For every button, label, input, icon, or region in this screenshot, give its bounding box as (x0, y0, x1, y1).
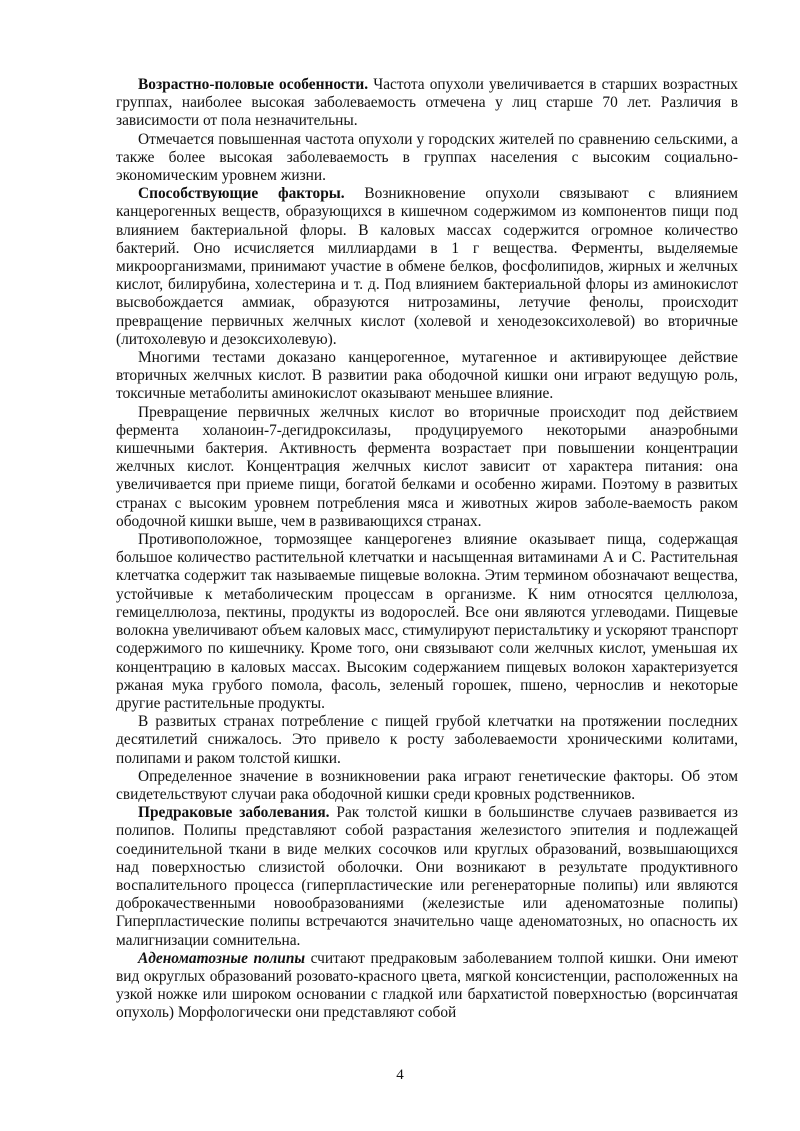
paragraph-precancerous (116, 804, 738, 950)
paragraph-text: Превращение первичных желчных кислот во вторичные происходит под действием фермента холаноин-7-дегидроксилазы, продуцируемого некоторыми анаэробными кишечными бактерия. Активность фермента возрастает при повышении концентрации желчных кислот. Концентрация желчных кислот зависит от характера питания: она увеличивается при приеме пищи, богатой белками и особенно жирами. Поэтому в развитых странах с высоким уровнем потребления мяса и животных жиров заболе-ваемость раком ободочной кишки выше, чем в развивающихся странах. (116, 403, 738, 530)
paragraph-text: Возникновение опухоли связывают с влиянием канцерогенных веществ, образующихся в кишечном содержимом из компонентов пищи под влиянием бактериальной флоры. В каловых массах содержится огромное количество бактерий. Оно исчисляется миллиардами в 1 г вещества. Ферменты, выделяемые микроорганизмами, принимают участие в обмене белков, фосфолипидов, жирных и желчных кислот, билирубина, холестерина и т. д. Под влиянием бактериальной флоры из аминокислот высвобождается аммиак, образуются нитрозамины, летучие фенолы, происходит превращение первичных желчных кислот (холевой и хенодезоксихолевой) во вторичные (литохолевую и дезоксихолевую). (116, 185, 738, 348)
paragraph-lead: Возрастно-половые особенности. (138, 76, 369, 93)
paragraph-fiber (116, 531, 738, 713)
paragraph-lead: Аденоматозные полипы (138, 949, 306, 967)
paragraph-text: Рак толстой кишки в большинстве случаев развивается из полипов. Полипы представляют собой разрастания железистого эпителия и подлежащей соединительной ткани в виде мелких сосочков или круглых образований, возвышающихся над поверхностью слизистой оболочки. Они возникают в результате продуктивного воспалительного процесса (гиперпластические или регенераторные полипы) или являются доброкачественными новообразованиями (железистые или аденоматозные полипы) Гиперпластические полипы встречаются значительно чаще аденоматозных, но опасность их малигнизации сомнительна. (116, 804, 738, 949)
paragraph-text: Противоположное, тормозящее канцерогенез влияние оказывает пища, содержащая большое количество растительной клетчатки и насыщенная витаминами А и С. Растительная клетчатка содержит так называемые пищевые волокна. Этим термином обозначают вещества, устойчивые к метаболическим процессам в организме. К ним относятся целлюлоза, гемицеллюлоза, пектины, продукты из водорослей. Все они являются углеводами. Пищевые волокна увеличивают объем каловых масс, стимулируют перистальтику и ускоряют транспорт содержимого по кишечнику. Кроме того, они связывают соли желчных кислот, уменьшая их концентрацию в каловых массах. Высоким содержанием пищевых волокон характеризуется ржаная мука грубого помола, фасоль, зеленый горошек, пшено, чернослив и некоторые другие растительные продукты. (116, 531, 738, 712)
paragraph-lead: Предраковые заболевания. (138, 804, 330, 822)
paragraph-bile-acids (116, 349, 738, 404)
paragraph-urban (116, 131, 738, 186)
document-body (116, 76, 738, 1023)
paragraph-adenomatous-polyps (116, 950, 738, 1023)
paragraph-text: Частота опухоли увеличивается в старших возрастных группах, наиболее высокая заболеваемость отмечена у лиц старше 70 лет. Различия в зависимости от пола незначительны. (116, 76, 739, 130)
paragraph-text: Отмечается повышенная частота опухоли у городских жителей по сравнению сельскими, а также более высокая заболеваемость в группах населения с высоким социально-экономическим уровнем жизни. (116, 130, 738, 185)
paragraph-contributing-factors (116, 185, 738, 349)
paragraph-text: Определенное значение в возникновении рака играют генетические факторы. Об этом свидетельствуют случаи рака ободочной кишки среди кровных родственников. (116, 767, 738, 803)
paragraph-age-sex (116, 76, 738, 131)
paragraph-text: считают предраковым заболеванием толпой кишки. Они имеют вид округлых образований розовато-красного цвета, мягкой консистенции, расположенных на узкой ножке или широком основании с гладкой или бархатистой поверхностью (ворсинчатая опухоль) Морфологически они представляют собой (116, 949, 738, 1022)
paragraph-enzyme (116, 404, 738, 531)
page-number: 4 (396, 1067, 404, 1083)
paragraph-developed-countries (116, 713, 738, 768)
paragraph-genetics (116, 768, 738, 804)
paragraph-text: В развитых странах потребление с пищей грубой клетчатки на протяжении последних десятилетий снижалось. Это привело к росту заболеваемости хроническими колитами, полипами и раком толстой кишки. (116, 713, 738, 767)
paragraph-text: Многими тестами доказано канцерогенное, мутагенное и активирующее действие вторичных желчных кислот. В развитии рака ободочной кишки они играют ведущую роль, токсичные метаболиты аминокислот оказывают меньшее влияние. (116, 349, 738, 403)
paragraph-lead: Способствующие факторы. (138, 185, 345, 203)
